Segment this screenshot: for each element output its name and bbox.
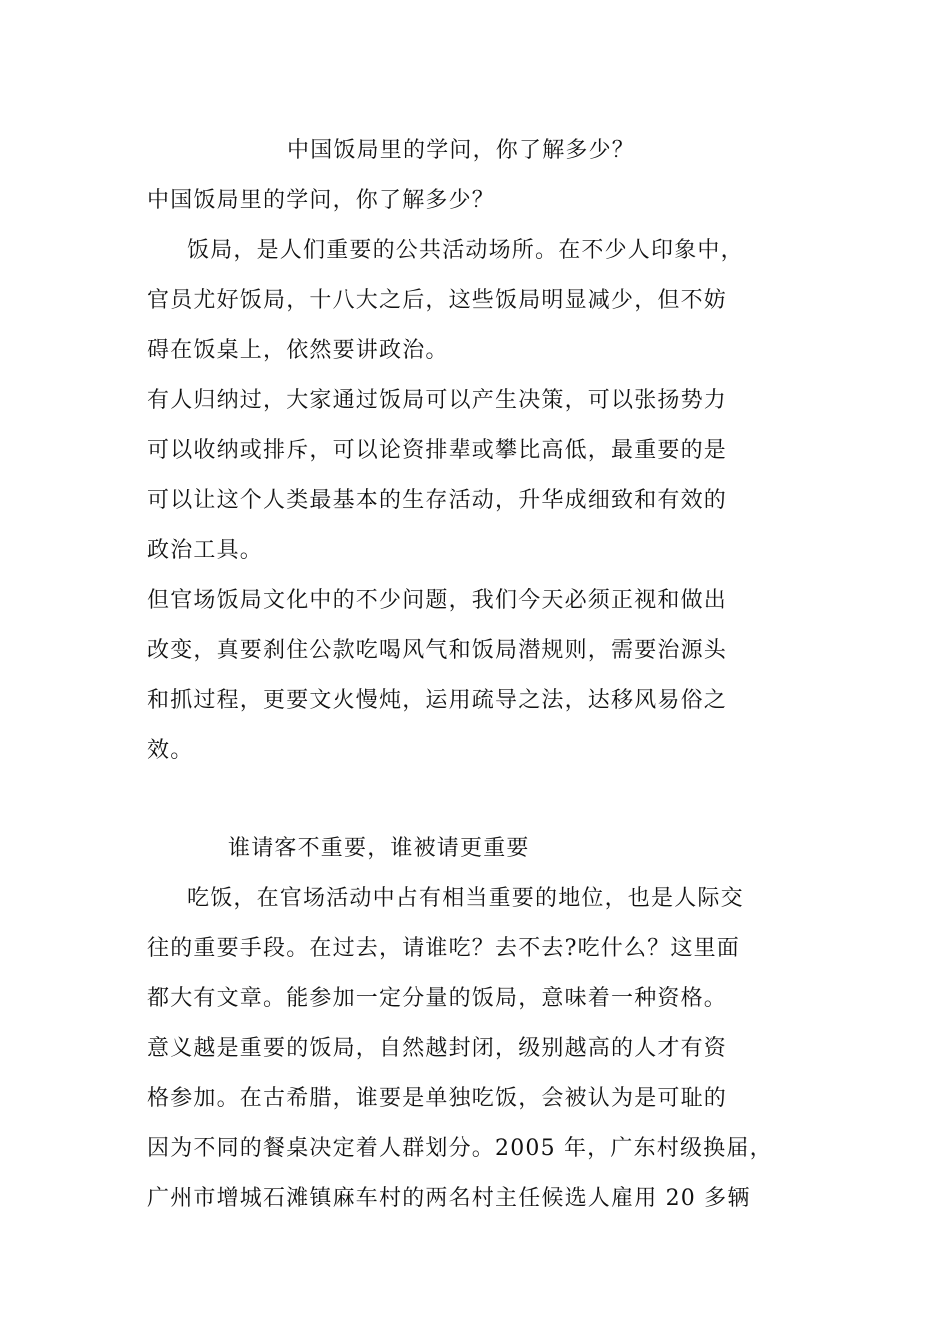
section-line-5: 格参加。在古希腊，谁要是单独吃饭，会被认为是可耻的	[147, 1086, 728, 1111]
section-heading: 谁请客不重要，谁被请更重要	[228, 836, 530, 861]
paragraph-2-line-2: 可以收纳或排斥，可以论资排辈或攀比高低，最重要的是	[147, 438, 728, 463]
document-subtitle: 中国饭局里的学问，你了解多少？	[147, 188, 496, 213]
document-title: 中国饭局里的学问，你了解多少？	[287, 138, 636, 163]
section-line-6: 因为不同的餐桌决定着人群划分。2005 年，广东村级换届，	[147, 1136, 773, 1161]
section-line-7: 广州市增城石滩镇麻车村的两名村主任候选人雇用 20 多辆	[147, 1186, 751, 1211]
section-line-1: 吃饭，在官场活动中占有相当重要的地位，也是人际交	[187, 886, 744, 911]
paragraph-1-line-2: 官员尤好饭局，十八大之后，这些饭局明显减少，但不妨	[147, 288, 728, 313]
paragraph-3-line-3: 和抓过程，更要文火慢炖，运用疏导之法，达移风易俗之	[147, 688, 728, 713]
paragraph-3-line-4: 效。	[147, 738, 194, 763]
paragraph-2-line-1: 有人归纳过，大家通过饭局可以产生决策，可以张扬势力	[147, 388, 728, 413]
paragraph-1-line-3: 碍在饭桌上，依然要讲政治。	[147, 338, 449, 363]
paragraph-2-line-4: 政治工具。	[147, 538, 264, 563]
section-line-3: 都大有文章。能参加一定分量的饭局，意味着一种资格。	[147, 986, 728, 1011]
section-line-4: 意义越是重要的饭局，自然越封闭，级别越高的人才有资	[147, 1036, 728, 1061]
paragraph-3-line-2: 改变，真要刹住公款吃喝风气和饭局潜规则，需要治源头	[147, 638, 728, 663]
paragraph-2-line-3: 可以让这个人类最基本的生存活动，升华成细致和有效的	[147, 488, 728, 513]
section-line-2: 往的重要手段。在过去，请谁吃？去不去?吃什么？这里面	[147, 936, 740, 961]
paragraph-1-line-1: 饭局，是人们重要的公共活动场所。在不少人印象中，	[187, 238, 744, 263]
paragraph-3-line-1: 但官场饭局文化中的不少问题，我们今天必须正视和做出	[147, 588, 728, 613]
